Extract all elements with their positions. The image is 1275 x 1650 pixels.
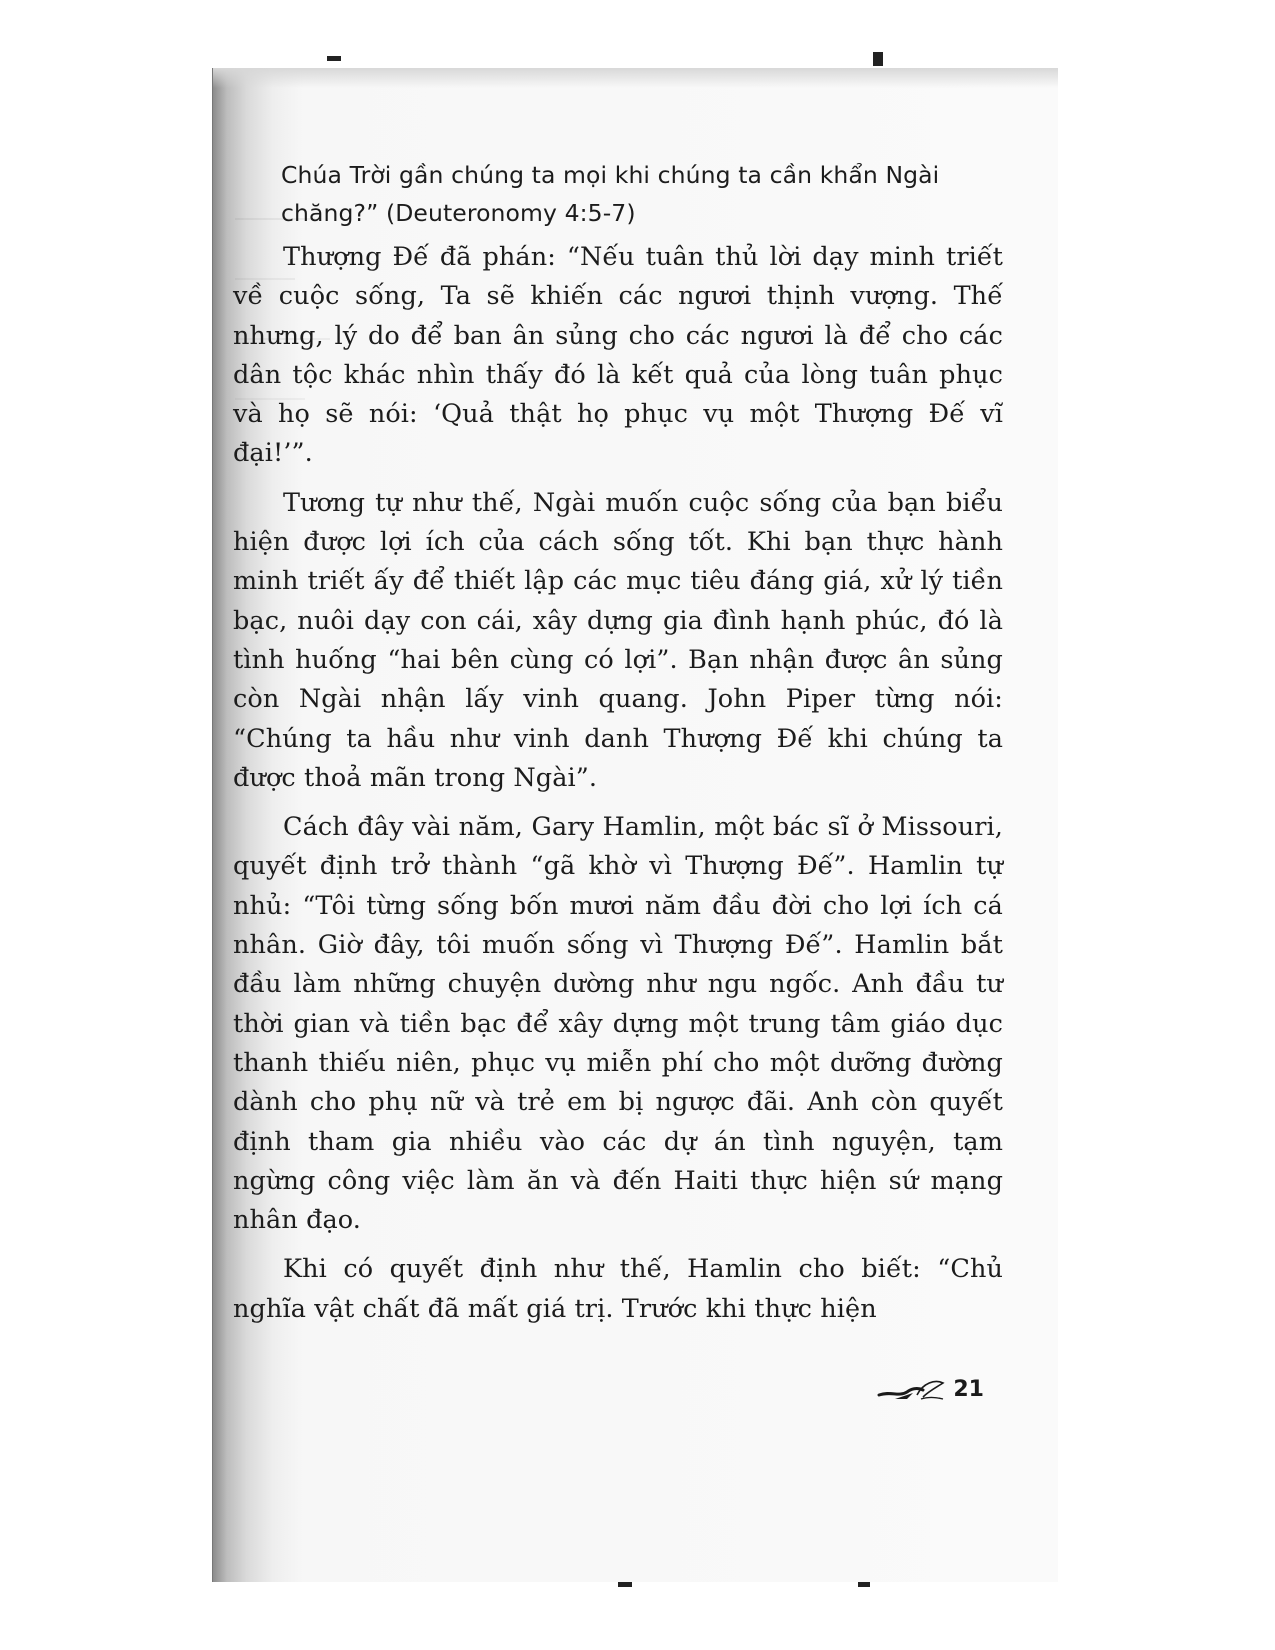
- scripture-quote: [281, 156, 1003, 232]
- scan-edge-mark-bottom: [618, 1582, 632, 1587]
- quote-line: Chúa Trời gần chúng ta mọi khi chúng ta cần khẩn Ngài: [281, 161, 940, 189]
- paragraph: Tương tự như thế, Ngài muốn cuộc sống của bạn biểu hiện được lợi ích của cách sống tốt. Khi bạn thực hành minh triết ấy để thiết lập các mục tiêu đáng giá, xử lý tiền bạc, nuôi dạy con cái, xây dựng gia đình hạnh phúc, đó là tình huống “hai bên cùng có lợi”. Bạn nhận được ân sủng còn Ngài nhận lấy vinh quang. John Piper từng nói: “Chúng ta hầu như vinh danh Thượng Đế khi chúng ta được thoả mãn trong Ngài”.: [233, 487, 1003, 793]
- paragraph: Khi có quyết định như thế, Hamlin cho biết: “Chủ nghĩa vật chất đã mất giá trị. Trước khi thực hiện: [233, 1254, 1003, 1324]
- quote-line: chăng?” (Deuteronomy 4:5-7): [281, 199, 636, 227]
- book-page: [212, 68, 1058, 1582]
- page-footer: [877, 1375, 984, 1403]
- paragraph: Cách đây vài năm, Gary Hamlin, một bác sĩ ở Missouri, quyết định trở thành “gã khờ vì Thượng Đế”. Hamlin tự nhủ: “Tôi từng sống bốn mươi năm đầu đời cho lợi ích cá nhân. Giờ đây, tôi muốn sống vì Thượng Đế”. Hamlin bắt đầu làm những chuyện dường như ngu ngốc. Anh đầu tư thời gian và tiền bạc để xây dựng một trung tâm giáo dục thanh thiếu niên, phục vụ miễn phí cho một dưỡng đường dành cho phụ nữ và trẻ em bị ngược đãi. Anh còn quyết định tham gia nhiều vào các dự án tình nguyện, tạm ngừng công việc làm ăn và đến Haiti thực hiện sứ mạng nhân đạo.: [233, 812, 1003, 1236]
- pen-nib-flourish-icon: [877, 1375, 951, 1403]
- paragraph: Thượng Đế đã phán: “Nếu tuân thủ lời dạy minh triết về cuộc sống, Ta sẽ khiến các ngươi thịnh vượng. Thế nhưng, lý do để ban ân sủng cho các ngươi là để cho các dân tộc khác nhìn thấy đó là kết quả của lòng tuân phục và họ sẽ nói: ‘Quả thật họ phục vụ một Thượng Đế vĩ đại!’”.: [233, 242, 1003, 469]
- scan-edge-mark-top: [327, 56, 341, 61]
- scan-edge-mark-bottom: [858, 1582, 870, 1587]
- scan-edge-mark-top: [873, 52, 883, 66]
- page-number: 21: [953, 1376, 984, 1402]
- page-top-shadow: [213, 68, 1058, 88]
- page-text: [233, 156, 1003, 1339]
